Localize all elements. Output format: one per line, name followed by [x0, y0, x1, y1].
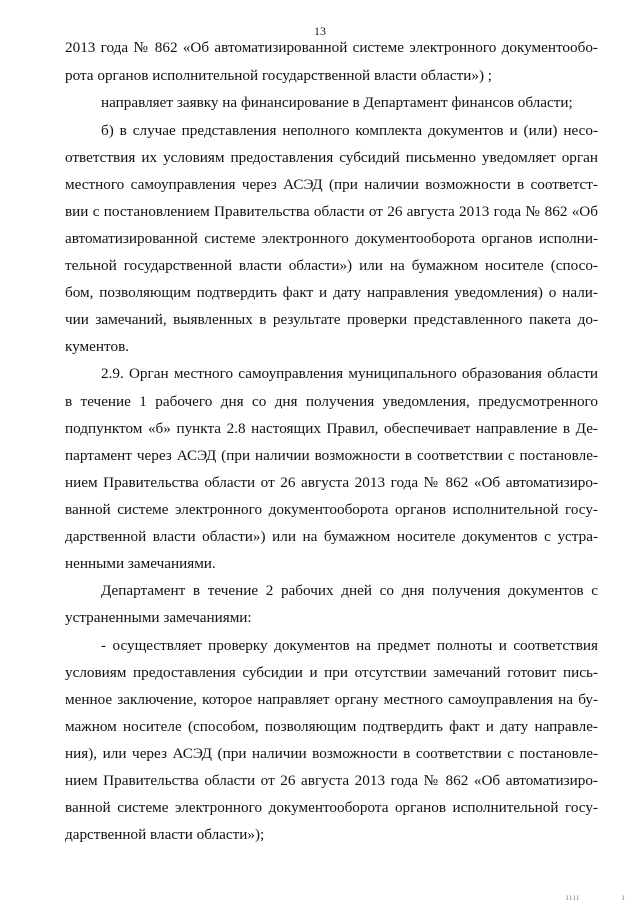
text-line: условиям предоставления субсидии и при отсутствии замечаний готовит пись- — [65, 664, 598, 681]
text-line: партамент через АСЭД (при наличии возможности в соответствии с постановле- — [65, 447, 598, 464]
text-line: автоматизированной системе электронного документооборота органов исполни- — [65, 230, 598, 247]
text-line: - осуществляет проверку документов на предмет полноты и соответствия — [101, 637, 598, 654]
text-line: дарственной власти области»); — [65, 826, 265, 843]
text-line: чии замечаний, выявленных в результате проверки представленного пакета до- — [65, 311, 598, 328]
text-line: бом, позволяющим подтвердить факт и дату направления уведомления) о нали- — [65, 284, 598, 301]
text-line: менное заключение, которое направляет органу местного самоуправления на бу- — [65, 691, 598, 708]
text-line: нием Правительства области от 26 августа 2013 года № 862 «Об автоматизиро- — [65, 772, 598, 789]
text-line: подпунктом «б» пункта 2.8 настоящих Правил, обеспечивает направление в Де- — [65, 420, 598, 437]
text-line: нием Правительства области от 26 августа 2013 года № 862 «Об автоматизиро- — [65, 474, 598, 491]
page-number: 13 — [314, 24, 326, 38]
text-line: кументов. — [65, 338, 130, 355]
footer-mark: ı — [622, 892, 626, 902]
text-line: Департамент в течение 2 рабочих дней со дня получения документов с — [101, 582, 598, 599]
text-line: ванной системе электронного документооборота органов исполнительной госу- — [65, 799, 598, 816]
text-line: 2.9. Орган местного самоуправления муниципального образования области — [101, 365, 598, 382]
text-line: мажном носителе (способом, позволяющим подтвердить факт и дату направле- — [65, 718, 598, 735]
text-line: ненными замечаниями. — [65, 555, 216, 572]
text-line: вии с постановлением Правительства области от 26 августа 2013 года № 862 «Об — [65, 203, 598, 220]
text-line: дарственной власти области») или на бумажном носителе документов с устра- — [65, 528, 598, 545]
text-line: 2013 года № 862 «Об автоматизированной системе электронного документообо- — [65, 39, 598, 56]
footer-mark: ıııı — [566, 892, 581, 902]
text-line: устраненными замечаниями: — [65, 609, 252, 626]
text-line: тельной государственной власти области») или на бумажном носителе (спосо- — [65, 257, 598, 274]
text-line: рота органов исполнительной государственной власти области») ; — [65, 67, 493, 84]
text-line: в течение 1 рабочего дня со дня получения уведомления, предусмотренного — [65, 393, 598, 410]
text-line: направляет заявку на финансирование в Департамент финансов области; — [101, 94, 573, 111]
text-line: ванной системе электронного документооборота органов исполнительной госу- — [65, 501, 598, 518]
text-line: б) в случае представления неполного комплекта документов и (или) несо- — [101, 122, 598, 139]
text-line: местного самоуправления через АСЭД (при наличии возможности в соответст- — [65, 176, 598, 193]
text-line: ответствия их условиям предоставления субсидий письменно уведомляет орган — [65, 149, 598, 166]
text-line: ния), или через АСЭД (при наличии возможности в соответствии с постановле- — [65, 745, 598, 762]
